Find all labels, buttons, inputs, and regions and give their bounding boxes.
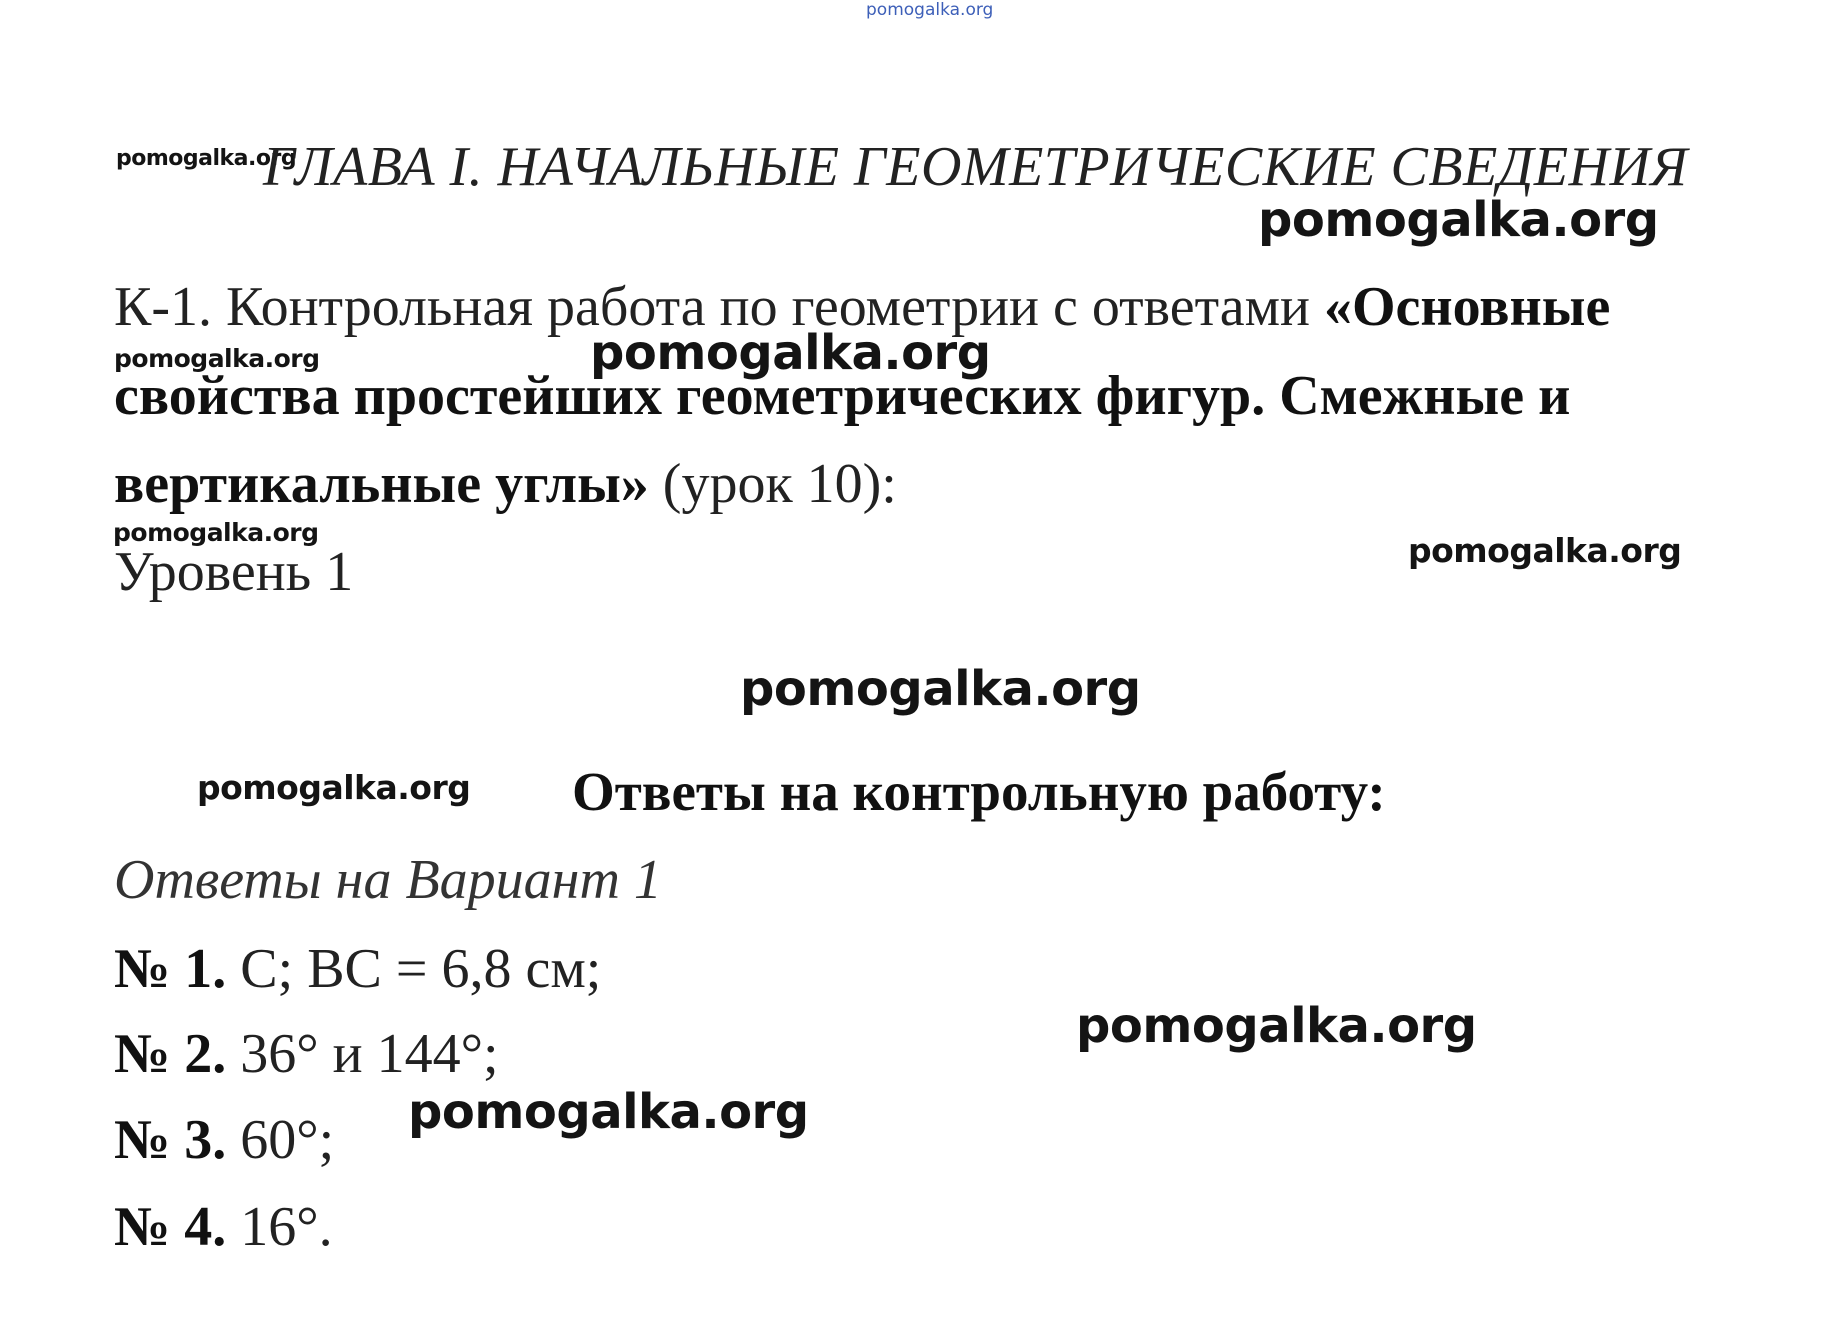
- watermark: pomogalka.org: [114, 344, 320, 373]
- chapter-title: ГЛАВА I. НАЧАЛЬНЫЕ ГЕОМЕТРИЧЕСКИЕ СВЕДЕНИЯ: [263, 136, 1688, 198]
- watermark: pomogalka.org: [590, 325, 991, 381]
- watermark: pomogalka.org: [113, 518, 319, 547]
- answer-number: № 1.: [114, 938, 227, 1000]
- answer-number: № 2.: [114, 1023, 227, 1085]
- watermark: pomogalka.org: [116, 146, 297, 171]
- answer-number: № 3.: [114, 1109, 227, 1171]
- answer-text: 60°;: [226, 1109, 335, 1171]
- work-title-line3: [114, 452, 897, 516]
- answer-text: 16°.: [226, 1196, 333, 1258]
- watermark: pomogalka.org: [197, 768, 471, 807]
- answer-text: C; BC = 6,8 см;: [226, 938, 602, 1000]
- variant-label: Ответы на Вариант 1: [114, 849, 662, 911]
- answer-text: 36° и 144°;: [226, 1023, 499, 1085]
- answer-item: [114, 937, 601, 1001]
- watermark: pomogalka.org: [1258, 192, 1659, 248]
- work-title-prefix: К-1. Контрольная работа по геометрии с ответами: [114, 276, 1324, 338]
- watermark: pomogalka.org: [740, 661, 1141, 717]
- work-title-line2: свойства простейших геометрических фигур. Смежные и: [114, 365, 1571, 427]
- answer-item: [114, 1108, 334, 1172]
- watermark: pomogalka.org: [408, 1084, 809, 1140]
- level-label: Уровень 1: [114, 541, 354, 603]
- watermark: pomogalka.org: [1408, 531, 1682, 570]
- work-title-bold: «Основные: [1324, 276, 1611, 338]
- answer-number: № 4.: [114, 1196, 227, 1258]
- answers-title: Ответы на контрольную работу:: [572, 761, 1386, 822]
- watermark-top: pomogalka.org: [866, 0, 994, 20]
- answer-item: [114, 1195, 333, 1259]
- answer-item: [114, 1022, 499, 1086]
- work-title-line1: [114, 275, 1610, 339]
- work-title-bold: вертикальные углы»: [114, 453, 649, 515]
- work-title-suffix: (урок 10):: [648, 453, 897, 515]
- watermark: pomogalka.org: [1076, 998, 1477, 1054]
